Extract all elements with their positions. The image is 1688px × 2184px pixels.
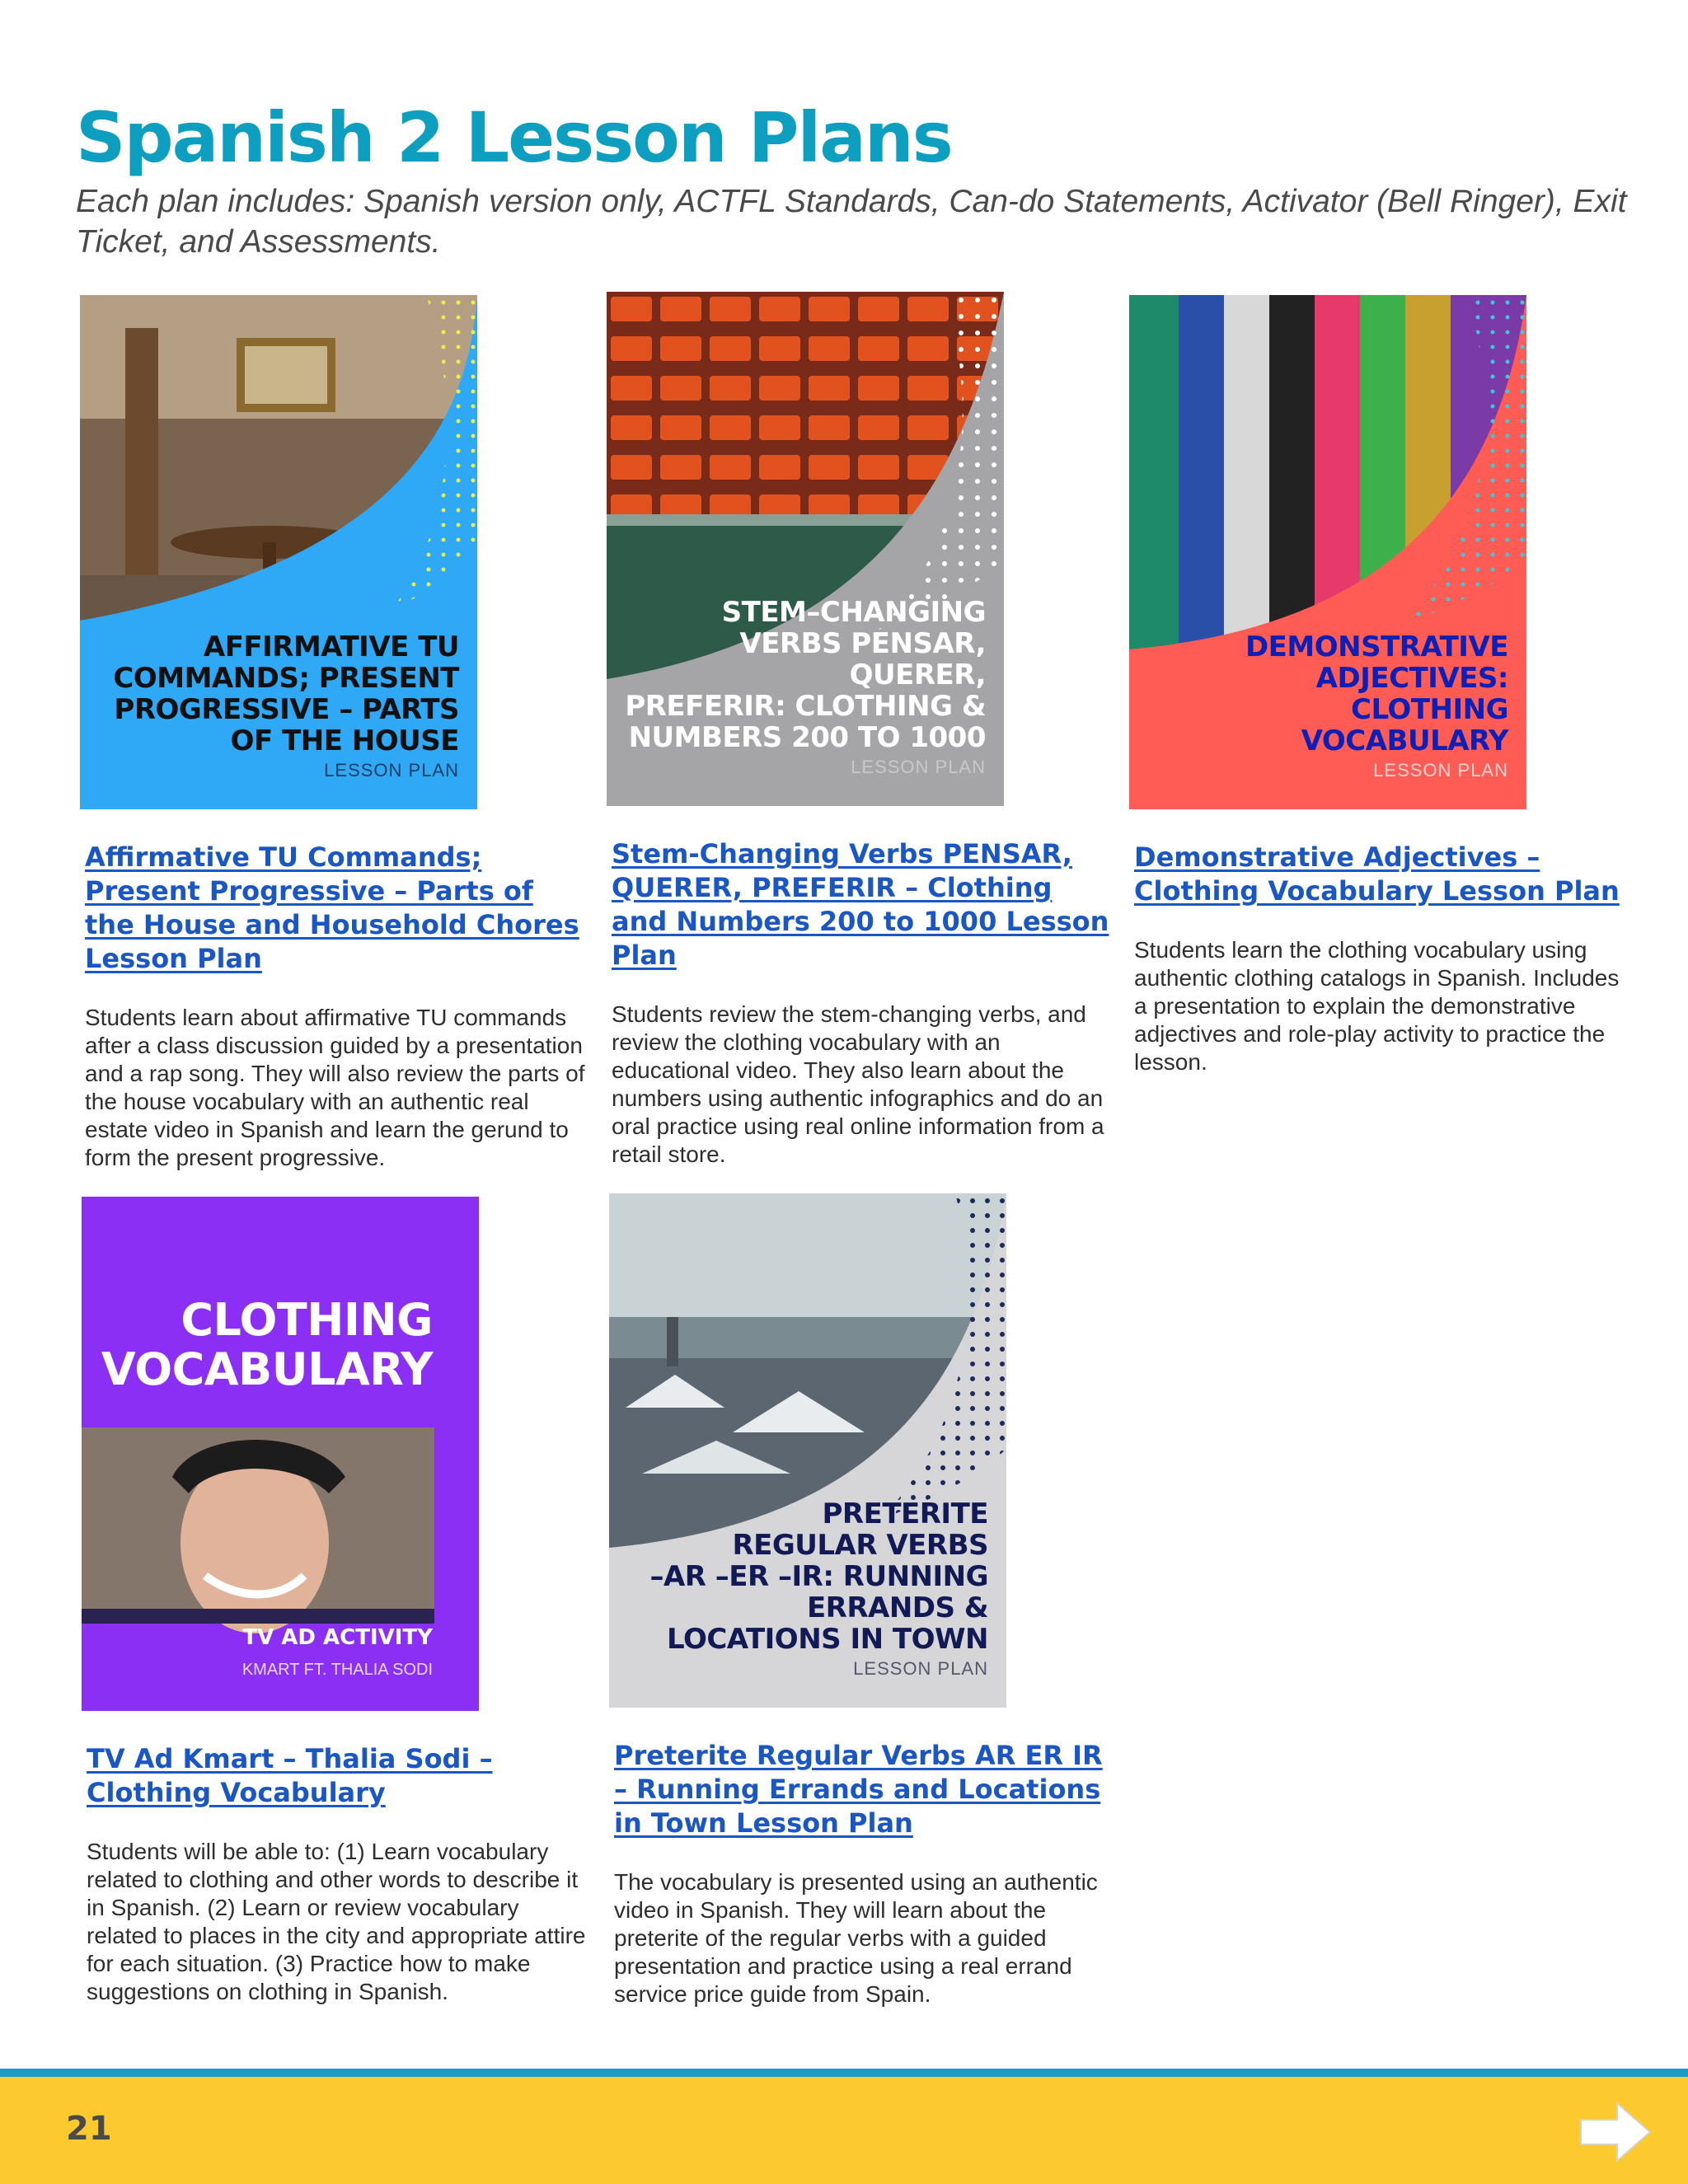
lesson-link[interactable]: Preterite Regular Verbs AR ER IR – Running Errands and Locations in Town Lesson Plan [614, 1740, 1103, 1839]
lesson-description: Students learn the clothing vocabulary using authentic clothing catalogs in Spanish. Includes a presentation to explain the demonstrative adjectives and role-play activity to practice the lesson. [1134, 937, 1620, 1075]
lesson-card [1129, 295, 1640, 1076]
lesson-link[interactable]: Stem-Changing Verbs PENSAR, QUERER, PREFERIR – Clothing and Numbers 200 to 1000 Lesson Plan [612, 838, 1109, 971]
page-number: 21 [66, 2110, 112, 2148]
cover-title: PRETERITE REGULAR VERBS –AR –ER –IR: RUNNING ERRANDS & LOCATIONS IN TOWN [649, 1497, 988, 1656]
lesson-cover-image[interactable] [82, 1197, 479, 1711]
lesson-card [80, 295, 591, 1172]
cover-title: CLOTHING VOCABULARY [101, 1294, 433, 1395]
lesson-card [607, 292, 1118, 1169]
lesson-card [82, 1197, 593, 2006]
lesson-description: Students will be able to: (1) Learn vocabulary related to clothing and other words to describe it in Spanish. (2) Learn or review vocabulary related to places in the city and appropriate attire for each situation. (3) Practice how to make suggestions on clothing in Spanish. [87, 1839, 586, 2004]
cover-subtitle: LESSON PLAN [1373, 760, 1508, 780]
page-subtitle: Each plan includes: Spanish version only, ACTFL Standards, Can-do Statements, Activator (Bell Ringer), Exit Ticket, and Assessments. [76, 184, 1627, 260]
lesson-link[interactable]: Affirmative TU Commands; Present Progressive – Parts of the House and Household Chores Lesson Plan [85, 841, 579, 974]
cover-subtitle: LESSON PLAN [851, 757, 986, 777]
lesson-link[interactable]: TV Ad Kmart – Thalia Sodi – Clothing Vocabulary [87, 1743, 493, 1808]
cover-subtitle: KMART FT. THALIA SODI [241, 1661, 433, 1679]
footer-band [0, 2077, 1688, 2184]
next-page-arrow-icon[interactable] [1579, 2100, 1652, 2168]
lesson-cover-image[interactable] [80, 295, 477, 809]
lesson-cover-image[interactable] [1129, 295, 1526, 809]
lesson-description: The vocabulary is presented using an authentic video in Spanish. They will learn about the preterite of the regular verbs with a guided presentation and practice using a real errand service price guide from Spain. [614, 1869, 1098, 2007]
lesson-description: Students learn about affirmative TU commands after a class discussion guided by a presentation and a rap song. They will also review the parts of the house vocabulary with an authentic real estate video in Spanish and learn the gerund to form the present progressive. [85, 1005, 585, 1170]
cover-subtitle-main: TV AD ACTIVITY [242, 1625, 433, 1650]
lesson-card [609, 1193, 1120, 2008]
lesson-cover-image[interactable] [609, 1193, 1006, 1708]
cover-title: DEMONSTRATIVE ADJECTIVES: CLOTHING VOCABULARY [1245, 630, 1508, 757]
page-title: Spanish 2 Lesson Plans [76, 97, 952, 178]
footer-divider [0, 2069, 1688, 2077]
lesson-cover-image[interactable] [607, 292, 1004, 806]
cover-title: AFFIRMATIVE TU COMMANDS; PRESENT PROGRESSIVE – PARTS OF THE HOUSE [113, 630, 459, 757]
cover-title: STEM–CHANGING VERBS PENSAR, QUERER, PREFERIR: CLOTHING & NUMBERS 200 TO 1000 [625, 596, 986, 754]
cover-subtitle: LESSON PLAN [324, 760, 459, 780]
cover-subtitle: LESSON PLAN [853, 1658, 988, 1679]
lesson-description: Students review the stem-changing verbs, and review the clothing vocabulary with an educational video. They also learn about the numbers using authentic infographics and do an oral practice using real online information from a retail store. [612, 1001, 1104, 1167]
lesson-link[interactable]: Demonstrative Adjectives – Clothing Vocabulary Lesson Plan [1134, 841, 1620, 907]
